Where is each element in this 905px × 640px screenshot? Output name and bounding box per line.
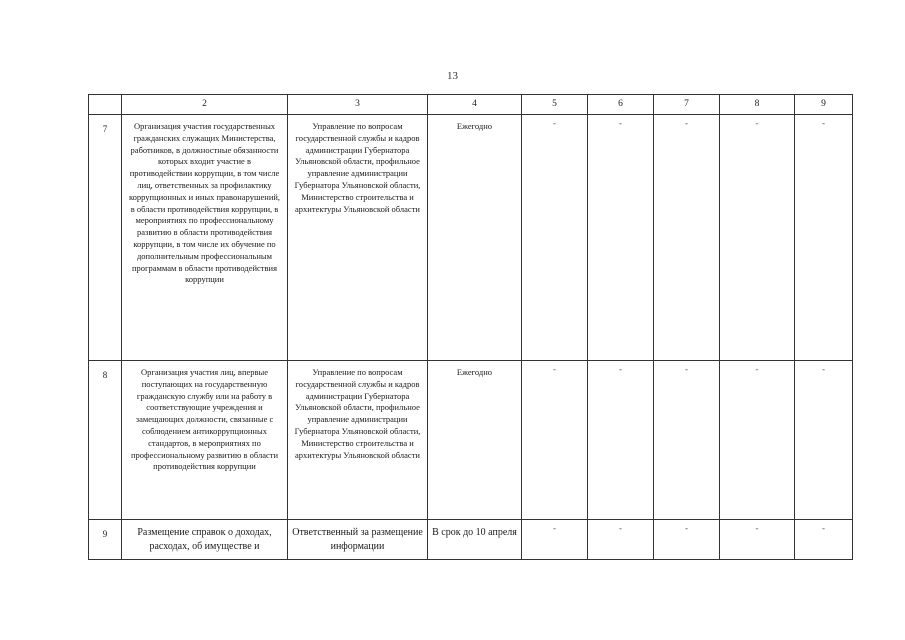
value-cell: - xyxy=(522,520,588,560)
col-header-4: 4 xyxy=(428,95,522,115)
value-cell: - xyxy=(654,520,720,560)
value-cell: - xyxy=(795,520,853,560)
table-row xyxy=(89,115,853,361)
table-row xyxy=(89,520,853,560)
value-cell: - xyxy=(588,115,654,361)
term-cell: В срок до 10 апреля xyxy=(428,520,522,560)
value-cell: - xyxy=(720,115,795,361)
activity-cell: Размещение справок о доходах, расходах, об имуществе и xyxy=(122,520,288,560)
term-cell: Ежегодно xyxy=(428,115,522,361)
activity-cell: Организация участия государственных гражданских служащих Министерства, работников, в должностные обязанности которых входит участие в противодействии коррупции, в том числе лиц, ответственных за профилактику коррупционных и иных правонарушений, в области противодействия коррупции, в мероприятиях по профессиональному развитию в области противодействия коррупции, в том числе их обучение по дополнительным профессиональным программам в области противодействия коррупции xyxy=(122,115,288,361)
value-cell: - xyxy=(654,361,720,520)
value-cell: - xyxy=(720,520,795,560)
responsible-cell: Управление по вопросам государственной службы и кадров администрации Губернатора Ульяновской области, профильное управление администрации Губернатора Ульяновской области, Министерство строительства и архитектуры Ульяновской области xyxy=(288,361,428,520)
col-header-9: 9 xyxy=(795,95,853,115)
value-cell: - xyxy=(588,361,654,520)
plan-table xyxy=(88,94,853,560)
value-cell: - xyxy=(588,520,654,560)
table-row xyxy=(89,361,853,520)
row-number: 7 xyxy=(89,115,122,361)
col-header-6: 6 xyxy=(588,95,654,115)
col-header-2: 2 xyxy=(122,95,288,115)
value-cell: - xyxy=(795,361,853,520)
value-cell: - xyxy=(522,115,588,361)
value-cell: - xyxy=(795,115,853,361)
value-cell: - xyxy=(654,115,720,361)
col-header-8: 8 xyxy=(720,95,795,115)
value-cell: - xyxy=(522,361,588,520)
value-cell: - xyxy=(720,361,795,520)
responsible-cell: Ответственный за размещение информации xyxy=(288,520,428,560)
page-number: 13 xyxy=(447,70,458,82)
row-number: 8 xyxy=(89,361,122,520)
col-header-1 xyxy=(89,95,122,115)
term-cell: Ежегодно xyxy=(428,361,522,520)
col-header-5: 5 xyxy=(522,95,588,115)
header-row xyxy=(89,95,853,115)
responsible-cell: Управление по вопросам государственной службы и кадров администрации Губернатора Ульяновской области, профильное управление администрации Губернатора Ульяновской области, Министерство строительства и архитектуры Ульяновской области xyxy=(288,115,428,361)
col-header-3: 3 xyxy=(288,95,428,115)
row-number: 9 xyxy=(89,520,122,560)
col-header-7: 7 xyxy=(654,95,720,115)
activity-cell: Организация участия лиц, впервые поступающих на государственную гражданскую службу или на работу в соответствующие учреждения и замещающих должности, связанные с соблюдением антикоррупционных стандартов, в мероприятиях по профессиональному развитию в области противодействия коррупции xyxy=(122,361,288,520)
